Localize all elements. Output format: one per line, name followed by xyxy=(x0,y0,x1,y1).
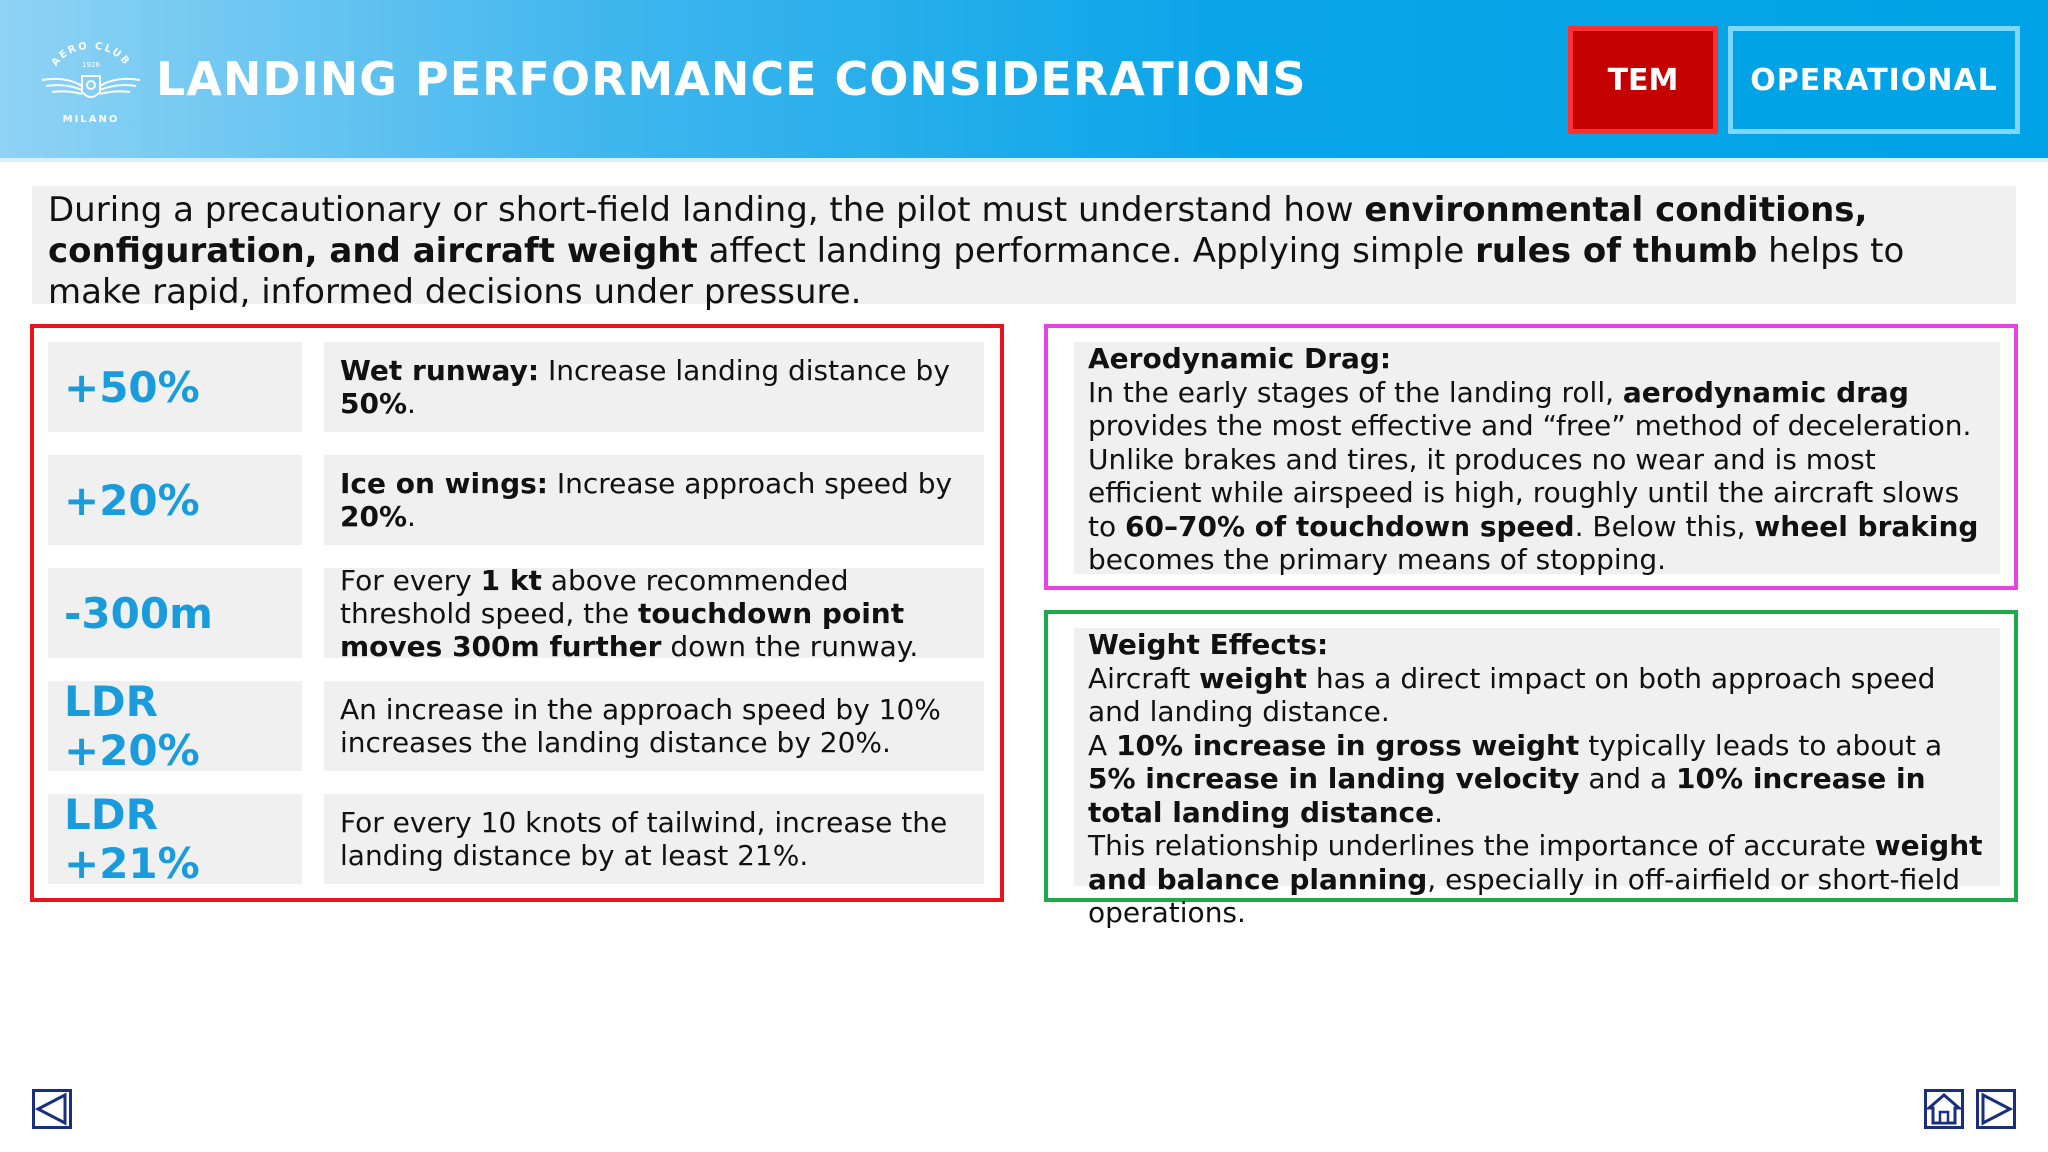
intro-text: affect landing performance. Applying simple xyxy=(697,231,1476,271)
rule-text: . xyxy=(407,500,416,533)
rule-row-tailwind xyxy=(48,790,990,888)
weight-text: A xyxy=(1088,728,1117,762)
rule-text: For every 10 knots of tailwind, increase the landing distance by at least 21%. xyxy=(340,806,948,872)
weight-text: This relationship underlines the importance of accurate xyxy=(1088,829,1875,862)
intro-bold: rules of thumb xyxy=(1475,231,1758,271)
intro-paragraph xyxy=(32,186,2016,312)
tem-tag-button[interactable]: TEM xyxy=(1568,26,1718,134)
rule-description xyxy=(324,455,984,545)
drag-bold: aerodynamic drag xyxy=(1622,375,1909,409)
logo-arc-text: AERO CLUB xyxy=(49,40,133,69)
intro-text: helps to make rapid, informed decisions under pressure. xyxy=(48,231,1905,312)
winged-emblem-icon xyxy=(42,76,140,97)
drag-text: . Below this, xyxy=(1574,509,1755,543)
drag-text: provides the most effective and “free” method of deceleration. Unlike brakes and tires, it produces no wear and is most efficient while airspeed is high, roughly until the aircraft slows to xyxy=(1088,409,1972,543)
rule-text: above recommended threshold speed, the xyxy=(340,563,849,630)
rule-row-wet-runway xyxy=(48,342,990,432)
home-button[interactable] xyxy=(1924,1089,1964,1129)
aero-club-logo xyxy=(36,36,146,126)
weight-bold: 10% increase in total landing distance xyxy=(1088,762,1926,829)
rule-description xyxy=(324,681,984,771)
rule-bold: 1 kt xyxy=(480,563,542,597)
triangle-right-icon xyxy=(1979,1092,2013,1126)
weight-text: has a direct impact on both approach speed and landing distance. xyxy=(1088,661,1936,728)
rule-description xyxy=(324,563,984,663)
rule-text: Increase approach speed by xyxy=(547,467,953,500)
rule-text: An increase in the approach speed by 10% increases the landing distance by 20%. xyxy=(340,693,941,759)
weight-text: and a xyxy=(1579,762,1677,795)
logo-city: MILANO xyxy=(62,114,120,125)
aerodynamic-drag-heading: Aerodynamic Drag: xyxy=(1088,342,1392,375)
weight-text: . xyxy=(1434,795,1444,829)
rule-value: +50% xyxy=(48,342,302,432)
rule-text: . xyxy=(407,387,416,420)
rule-row-touchdown-point xyxy=(48,563,990,663)
rule-description xyxy=(324,794,984,884)
weight-bold: weight and balance planning xyxy=(1088,829,1983,896)
rule-bold: 50% xyxy=(340,387,408,420)
drag-bold: 60–70% of touchdown speed xyxy=(1125,509,1575,543)
weight-effects-line-3 xyxy=(1088,829,1986,930)
weight-effects-heading: Weight Effects: xyxy=(1088,628,1329,661)
rule-text: For every xyxy=(340,563,481,597)
logo-year: 1926 xyxy=(82,61,100,69)
next-slide-button[interactable] xyxy=(1976,1089,2016,1129)
operational-tag-button[interactable]: OPERATIONAL xyxy=(1728,26,2020,134)
rule-text: down the runway. xyxy=(661,629,919,663)
rule-row-ice-on-wings xyxy=(48,455,990,545)
rule-value: +20% xyxy=(48,455,302,545)
aerodynamic-drag-body xyxy=(1088,376,1986,577)
drag-text: In the early stages of the landing roll, xyxy=(1088,375,1623,409)
drag-text: becomes the primary means of stopping. xyxy=(1088,543,1667,576)
intro-text: During a precautionary or short-field landing, the pilot must understand how xyxy=(48,190,1365,230)
intro-bold: environmental conditions, configuration, and aircraft weight xyxy=(48,190,1868,271)
weight-text: typically leads to about a xyxy=(1579,728,1943,762)
weight-text: , especially in off-airfield or short-field operations. xyxy=(1088,862,1961,929)
rule-bold: touchdown point moves 300m further xyxy=(340,596,905,663)
weight-effects-line-1 xyxy=(1088,662,1986,729)
aerodynamic-drag-content xyxy=(1074,342,2000,574)
rule-text: Increase landing distance by xyxy=(539,354,950,387)
rule-row-approach-speed xyxy=(48,677,990,775)
rule-value: LDR +21% xyxy=(48,794,302,884)
rule-description xyxy=(324,342,984,432)
house-icon xyxy=(1927,1092,1961,1126)
weight-effects-panel xyxy=(1044,610,2018,929)
weight-bold: 10% increase in gross weight xyxy=(1116,728,1580,762)
previous-slide-button[interactable] xyxy=(32,1089,72,1129)
rule-value: -300m xyxy=(48,568,302,658)
weight-text: Aircraft xyxy=(1088,661,1200,695)
rules-of-thumb-panel xyxy=(30,324,1004,902)
weight-effects-content xyxy=(1074,628,2000,929)
drag-bold: wheel braking xyxy=(1754,509,1979,543)
rule-bold: Wet runway: xyxy=(340,354,540,387)
header-bar xyxy=(0,0,2048,162)
page-title: LANDING PERFORMANCE CONSIDERATIONS xyxy=(156,52,1307,106)
rule-value: LDR +20% xyxy=(48,681,302,771)
rule-bold: 20% xyxy=(340,500,408,533)
weight-bold: weight xyxy=(1199,661,1307,695)
aerodynamic-drag-panel xyxy=(1044,324,2018,590)
triangle-left-icon xyxy=(35,1092,69,1126)
weight-bold: 5% increase in landing velocity xyxy=(1088,762,1580,795)
weight-effects-line-2 xyxy=(1088,729,1986,830)
rule-bold: Ice on wings: xyxy=(340,467,548,500)
